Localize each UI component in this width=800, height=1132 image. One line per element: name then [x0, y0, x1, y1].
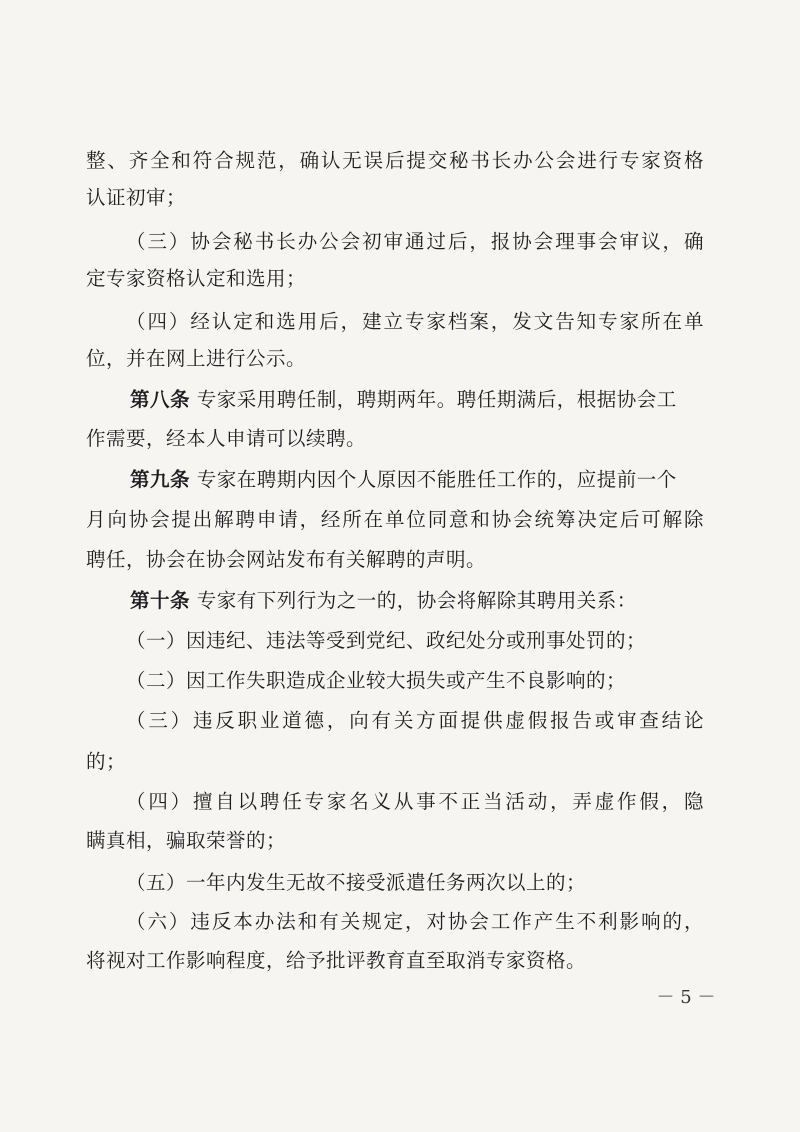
text-line: 作需要，经本人申请可以续聘。	[86, 427, 367, 450]
text-line: 的；	[86, 750, 127, 773]
text-line: 月向协会提出解聘申请，经所在单位同意和协会统筹决定后可解除	[86, 508, 704, 531]
text-line: 聘任，协会在协会网站发布有关解聘的声明。	[86, 548, 487, 571]
text-line: （三）违反职业道德，向有关方面提供虚假报告或审查结论	[126, 709, 704, 732]
page-number: － 5 －	[656, 987, 716, 1008]
text-line: （五）一年内发生无故不接受派遣任务两次以上的；	[126, 871, 587, 894]
text-line: （三）协会秘书长办公会初审通过后，报协会理事会审议，确	[126, 230, 704, 253]
text-line: （四）经认定和选用后，建立专家档案，发文告知专家所在单	[126, 310, 704, 333]
article-10-text: 专家有下列行为之一的，协会将解除其聘用关系：	[196, 589, 637, 612]
article-9-title: 第九条	[130, 468, 191, 491]
text-line: 认证初审；	[86, 186, 187, 209]
article-9-first-line	[130, 465, 704, 495]
text-line: 将视对工作影响程度，给予批评教育直至取消专家资格。	[86, 949, 587, 972]
text-line: 位，并在网上进行公示。	[86, 347, 307, 370]
article-10-first-line	[130, 586, 637, 616]
article-8-first-line	[130, 385, 704, 415]
article-9-text: 专家在聘期内因个人原因不能胜任工作的，应提前一个	[196, 468, 677, 491]
text-line: （四）擅自以聘任专家名义从事不正当活动，弄虚作假，隐	[126, 790, 704, 813]
text-line: 定专家资格认定和选用；	[86, 267, 307, 290]
text-line: （一）因违纪、违法等受到党纪、政纪处分或刑事处罚的；	[126, 629, 647, 652]
article-8-title: 第八条	[130, 388, 191, 411]
article-8-text: 专家采用聘任制，聘期两年。聘任期满后，根据协会工	[196, 388, 677, 411]
article-10-title: 第十条	[130, 589, 191, 612]
text-line: 瞒真相，骗取荣誉的；	[86, 829, 287, 852]
text-line: （二）因工作失职造成企业较大损失或产生不良影响的；	[126, 669, 627, 692]
text-line: （六）违反本办法和有关规定，对协会工作产生不利影响的，	[126, 910, 704, 933]
text-line: 整、齐全和符合规范，确认无误后提交秘书长办公会进行专家资格	[86, 149, 704, 172]
